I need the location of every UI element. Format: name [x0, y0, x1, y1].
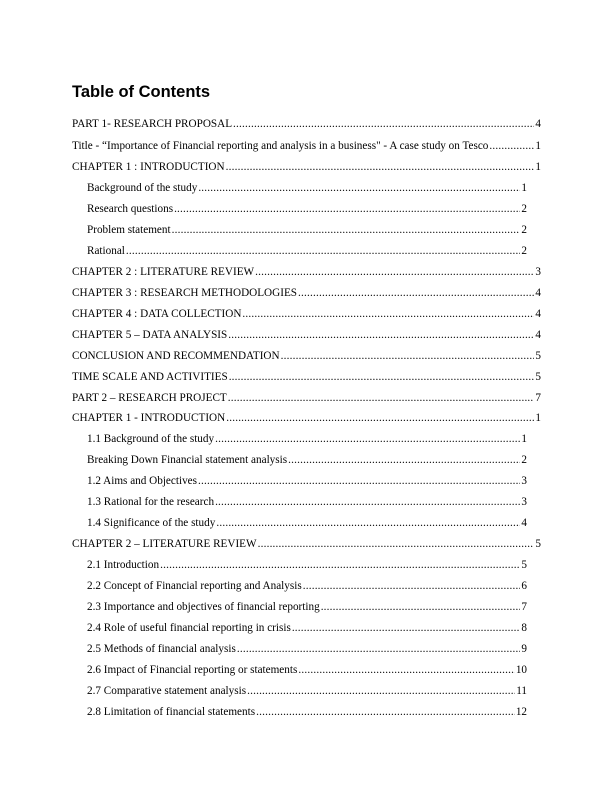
- toc-entry[interactable]: [87, 221, 527, 237]
- toc-entry-page-number: 12: [515, 706, 527, 718]
- toc-entry-label: 2.1 Introduction: [87, 559, 160, 571]
- toc-entry[interactable]: [87, 598, 527, 614]
- dot-leader: [233, 117, 534, 131]
- dot-leader: [298, 286, 534, 300]
- toc-entry-label: Problem statement: [87, 224, 171, 236]
- toc-entry-page-number: 11: [516, 685, 527, 697]
- toc-entry-page-number: 4: [535, 118, 541, 130]
- dot-leader: [198, 474, 520, 488]
- toc-entry[interactable]: [87, 242, 527, 258]
- toc-title: Table of Contents: [72, 83, 211, 101]
- toc-entry-label: 2.5 Methods of financial analysis: [87, 643, 236, 655]
- toc-entry-page-number: 7: [521, 601, 527, 613]
- toc-entry-page-number: 4: [535, 308, 541, 320]
- toc-entry-label: CHAPTER 5 – DATA ANALYSIS: [72, 329, 228, 341]
- dot-leader: [174, 202, 520, 216]
- toc-entry-page-number: 2: [521, 245, 527, 257]
- toc-entry-page-number: 4: [535, 329, 541, 341]
- toc-entry-label: CHAPTER 2 : LITERATURE REVIEW: [72, 266, 255, 278]
- toc-entry-page-number: 2: [521, 224, 527, 236]
- toc-entry-label: 1.1 Background of the study: [87, 433, 215, 445]
- dot-leader: [298, 663, 514, 677]
- toc-entry-page-number: 4: [535, 287, 541, 299]
- dot-leader: [172, 223, 521, 237]
- toc-entry[interactable]: [87, 556, 527, 572]
- dot-leader: [247, 684, 515, 698]
- toc-entry-page-number: 7: [535, 392, 541, 404]
- toc-entry-label: PART 2 – RESEARCH PROJECT: [72, 392, 227, 404]
- toc-entry[interactable]: [87, 179, 527, 195]
- toc-entry[interactable]: [87, 493, 527, 509]
- dot-leader: [215, 495, 520, 509]
- toc-entry-label: CONCLUSION AND RECOMMENDATION: [72, 350, 280, 362]
- toc-entry-label: CHAPTER 2 – LITERATURE REVIEW: [72, 538, 257, 550]
- dot-leader: [160, 558, 520, 572]
- toc-entry[interactable]: [87, 200, 527, 216]
- dot-leader: [226, 411, 534, 425]
- toc-entry-page-number: 5: [535, 371, 541, 383]
- dot-leader: [292, 621, 521, 635]
- toc-entry[interactable]: [87, 703, 527, 719]
- toc-entry-page-number: 6: [521, 580, 527, 592]
- toc-entry[interactable]: [87, 682, 527, 698]
- dot-leader: [303, 579, 521, 593]
- toc-entry[interactable]: [72, 535, 541, 551]
- toc-entry-page-number: 9: [521, 643, 527, 655]
- toc-entry-page-number: 3: [521, 496, 527, 508]
- toc-entry-page-number: 1: [535, 412, 541, 424]
- toc-entry-page-number: 1: [521, 433, 527, 445]
- toc-entry-label: CHAPTER 1 - INTRODUCTION: [72, 412, 226, 424]
- toc-entry-label: 2.8 Limitation of financial statements: [87, 706, 256, 718]
- dot-leader: [242, 307, 534, 321]
- toc-entry[interactable]: [72, 409, 541, 425]
- dot-leader: [198, 181, 520, 195]
- dot-leader: [321, 600, 521, 614]
- dot-leader: [229, 370, 535, 384]
- toc-entry[interactable]: [72, 389, 541, 405]
- toc-entry-label: Rational: [87, 245, 125, 257]
- toc-entry-page-number: 1: [521, 182, 527, 194]
- dot-leader: [281, 349, 535, 363]
- dot-leader: [126, 244, 521, 258]
- toc-entry[interactable]: [72, 115, 541, 131]
- toc-entry[interactable]: [72, 305, 541, 321]
- toc-entry[interactable]: [87, 619, 527, 635]
- toc-entry-label: 1.4 Significance of the study: [87, 517, 216, 529]
- toc-entry[interactable]: [72, 368, 541, 384]
- toc-entry-label: 1.2 Aims and Objectives: [87, 475, 197, 487]
- toc-entry-page-number: 8: [521, 622, 527, 634]
- toc-entry-label: 2.6 Impact of Financial reporting or statements: [87, 664, 298, 676]
- toc-entry-page-number: 5: [521, 559, 527, 571]
- dot-leader: [228, 328, 534, 342]
- dot-leader: [228, 391, 535, 405]
- toc-entry-label: 1.3 Rational for the research: [87, 496, 215, 508]
- toc-entry-label: CHAPTER 3 : RESEARCH METHODOLOGIES: [72, 287, 298, 299]
- toc-entry[interactable]: [87, 451, 527, 467]
- toc-entry-label: 2.2 Concept of Financial reporting and Analysis: [87, 580, 302, 592]
- toc-entry[interactable]: [87, 430, 527, 446]
- toc-entry-label: Research questions: [87, 203, 174, 215]
- toc-entry-label: CHAPTER 4 : DATA COLLECTION: [72, 308, 242, 320]
- dot-leader: [255, 265, 534, 279]
- toc-entry-label: 2.4 Role of useful financial reporting in crisis: [87, 622, 291, 634]
- dot-leader: [215, 432, 520, 446]
- toc-entry-page-number: 5: [535, 350, 541, 362]
- toc-entry-label: PART 1- RESEARCH PROPOSAL: [72, 118, 233, 130]
- toc-entry[interactable]: [87, 472, 527, 488]
- dot-leader: [216, 516, 520, 530]
- toc-entry-label: TIME SCALE AND ACTIVITIES: [72, 371, 228, 383]
- toc-entry-page-number: 1: [535, 140, 541, 152]
- toc-entry-label: CHAPTER 1 : INTRODUCTION: [72, 161, 225, 173]
- toc-entry[interactable]: [87, 577, 527, 593]
- toc-entry[interactable]: [72, 158, 541, 174]
- toc-entry[interactable]: [87, 640, 527, 656]
- dot-leader: [258, 537, 535, 551]
- toc-entry-page-number: 2: [521, 203, 527, 215]
- dot-leader: [226, 160, 535, 174]
- toc-entry-page-number: 1: [535, 161, 541, 173]
- toc-entry-page-number: 2: [521, 454, 527, 466]
- toc-entry-page-number: 5: [535, 538, 541, 550]
- toc-entry-label: 2.7 Comparative statement analysis: [87, 685, 247, 697]
- toc-entry-label: Background of the study: [87, 182, 198, 194]
- toc-entry-page-number: 4: [521, 517, 527, 529]
- toc-entry-label: 2.3 Importance and objectives of financial reporting: [87, 601, 320, 613]
- dot-leader: [237, 642, 521, 656]
- toc-entry[interactable]: [72, 263, 541, 279]
- toc-entry[interactable]: [72, 137, 541, 153]
- dot-leader: [489, 139, 534, 153]
- toc-entry-page-number: 10: [515, 664, 527, 676]
- toc-entry[interactable]: [72, 347, 541, 363]
- toc-entry-label: Breaking Down Financial statement analysis: [87, 454, 288, 466]
- dot-leader: [288, 453, 520, 467]
- toc-entry-page-number: 3: [535, 266, 541, 278]
- dot-leader: [256, 705, 515, 719]
- toc-entry[interactable]: [87, 661, 527, 677]
- toc-entry[interactable]: [87, 514, 527, 530]
- toc-entry[interactable]: [72, 326, 541, 342]
- toc-entry-label: Title - “Importance of Financial reporting and analysis in a business" - A case study on Tesco: [72, 140, 489, 152]
- toc-entry-page-number: 3: [521, 475, 527, 487]
- toc-entry[interactable]: [72, 284, 541, 300]
